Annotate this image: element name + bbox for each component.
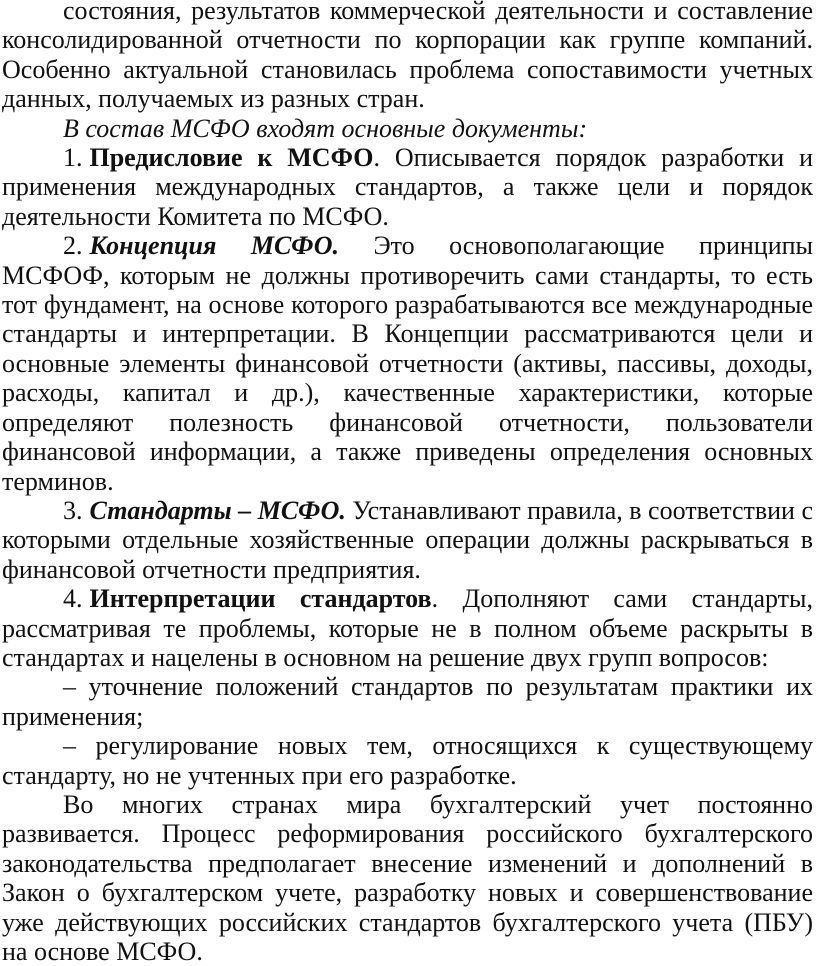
list-item-number: 4. [63,584,83,614]
list-item-interpretations [2,584,813,672]
dash-item-clarification: – уточнение положений стандартов по результатам практики их применения; [2,672,813,731]
list-item-preface [2,143,813,231]
list-item-number: 2. [63,231,83,261]
intro-paragraph: состояния, результатов коммерческой деятельности и составление консолидированной отчетности по корпорации как группе компаний. Особенно актуальной становилась проблема сопоставимости учетных данных, получаемых из разных стран. [2,0,813,114]
list-item-text: Устанавливают правила, в соответствии с которыми отдельные хозяйственные операции должны раскрываться в финансовой отчетности предприятия. [2,495,814,584]
list-item-concept [2,231,813,496]
list-item-text: Описывается порядок разработки и применения международных стандартов, а также цели и порядок деятельности Комитета по МСФО. [2,143,813,231]
list-item-number: 3. [63,495,83,525]
closing-paragraph: Во многих странах мира бухгалтерский учет постоянно развивается. Процесс реформирования российского бухгалтерского законодательства предполагает внесение изменений и дополнений в Закон о бухгалтерском учете, разработку новых и совершенствование уже действующих российских стандартов бухгалтерского учета (ПБУ) на основе МСФО. [2,789,813,966]
list-item-standards [2,496,813,584]
list-heading: В состав МСФО входят основные документы: [63,113,588,143]
list-item-title-punct: . [373,143,380,173]
list-item-number: 1. [63,143,83,173]
dash-item-regulation: – регулирование новых тем, относящихся к существующему стандарту, но не учтенных при его разработке. [2,731,813,790]
list-item-title: Концепция МСФО. [89,231,339,261]
list-item-text: Дополняют сами стандарты, рассматривая те проблемы, которые не в полном объеме раскрыты в стандартах и нацелены в основном на решение двух групп вопросов: [2,584,814,672]
list-item-title: Интерпретации стандартов [89,584,432,614]
list-item-title-punct: . [431,584,439,614]
list-item-text: Это основополагающие принципы МСФОФ, которым не должны противоречить сами стандарты, то есть тот фундамент, на основе которого разрабатываются все международные стандарты и интерпретации. В Концепции рассматриваются цели и основные элементы финансовой отчетности (активы, пассивы, доходы, расходы, капитал и др.), качественные характеристики, которые определяют полезность финансовой отчетности, пользователи финансовой информации, а также приведены определения основных терминов. [2,231,813,496]
list-item-title: Предисловие к МСФО [89,143,374,173]
list-item-title: Стандарты – МСФО. [89,495,346,525]
